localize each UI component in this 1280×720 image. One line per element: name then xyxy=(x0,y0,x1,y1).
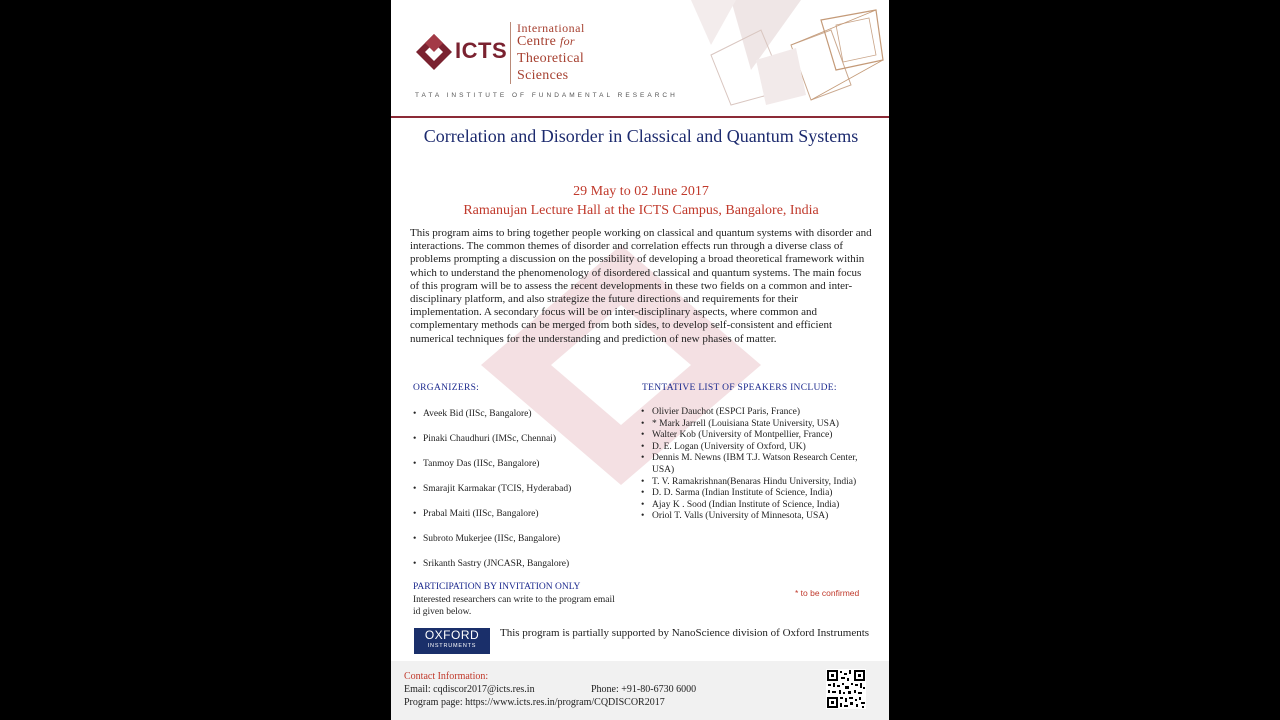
contact-phone: Phone: +91-80-6730 6000 xyxy=(591,684,697,695)
event-dates: 29 May to 02 June 2017 xyxy=(573,184,709,199)
list-item: • Walter Kob (University of Montpellier, France) xyxy=(641,430,876,442)
list-item: • Srikanth Sastry (JNCASR, Bangalore) xyxy=(413,552,633,577)
list-item: • Prabal Maiti (IISc, Bangalore) xyxy=(413,502,633,527)
decorative-squares-graphic xyxy=(691,0,889,110)
speakers-list xyxy=(641,407,876,523)
event-venue: Ramanujan Lecture Hall at the ICTS Campus, Bangalore, India xyxy=(463,203,819,218)
list-item: • D. E. Logan (University of Oxford, UK) xyxy=(641,442,876,454)
header-rule xyxy=(391,116,889,118)
list-item: • * Mark Jarrell (Louisiana State University, USA) xyxy=(641,419,876,431)
logo-abbreviation: ICTS xyxy=(455,38,508,63)
speakers-heading: TENTATIVE LIST OF SPEAKERS INCLUDE: xyxy=(642,383,837,393)
header xyxy=(391,0,889,116)
participation-heading: PARTICIPATION BY INVITATION ONLY xyxy=(413,582,581,592)
logo-line-international: International xyxy=(517,21,585,35)
contact-footer xyxy=(391,661,889,720)
list-item: • T. V. Ramakrishnan(Benaras Hindu University, India) xyxy=(641,477,876,489)
logo-line-for: for xyxy=(559,34,575,48)
qr-code-icon[interactable] xyxy=(826,669,866,709)
institute-name: TATA INSTITUTE OF FUNDAMENTAL RESEARCH xyxy=(415,92,678,99)
list-item: • Smarajit Karmakar (TCIS, Hyderabad) xyxy=(413,477,633,502)
event-abstract: This program aims to bring together people working on classical and quantum systems with disorder and interactions. The common themes of disorder and correlation effects run through a diverse class of problems prompting a discussion on the possibility of developing a broad theoretical framework within which to understand the phenomenology of disordered classical and quantum systems. The main focus of this program will be to assess the recent developments in these two fields on a common and inter-disciplinary platform, and also strategize the future directions and requirements for their implementation. A secondary focus will be on inter-disciplinary aspects, where common and complementary methods can be merged from both sides, to develop self-consistent and efficient numerical techniques for the understanding and prediction of new phases of matter. xyxy=(410,227,872,345)
oxford-logo-line1: OXFORD xyxy=(424,628,480,642)
list-item: • Dennis M. Newns (IBM T.J. Watson Research Center, USA) xyxy=(641,453,876,476)
logo-line-sciences: Sciences xyxy=(517,68,569,83)
list-item: • Oriol T. Valls (University of Minnesota, USA) xyxy=(641,511,876,523)
list-item: • Subroto Mukerjee (IISc, Bangalore) xyxy=(413,527,633,552)
logo-line-centre-text: Centre xyxy=(517,34,557,49)
list-item: • Pinaki Chaudhuri (IMSc, Chennai) xyxy=(413,427,633,452)
list-item: • D. D. Sarma (Indian Institute of Science, India) xyxy=(641,488,876,500)
list-item: • Tanmoy Das (IISc, Bangalore) xyxy=(413,452,633,477)
logo-line-theoretical: Theoretical xyxy=(517,51,585,66)
oxford-logo-line2: INSTRUMENTS xyxy=(427,643,477,649)
program-page-link[interactable]: Program page: https://www.icts.res.in/program/CQDISCOR2017 xyxy=(404,697,665,708)
contact-email[interactable]: Email: cqdiscor2017@icts.res.in xyxy=(404,684,535,695)
organizers-list xyxy=(413,402,633,577)
logo-line-centre xyxy=(517,34,575,50)
list-item: • Olivier Dauchot (ESPCI Paris, France) xyxy=(641,407,876,419)
icts-logo-icon xyxy=(415,33,453,71)
sponsor-text: This program is partially supported by NanoScience division of Oxford Instruments xyxy=(500,627,870,639)
participation-text: Interested researchers can write to the program email id given below. xyxy=(413,595,615,617)
contact-heading: Contact Information: xyxy=(404,671,489,682)
to-be-confirmed-note: * to be confirmed xyxy=(795,588,860,598)
event-title: Correlation and Disorder in Classical and Quantum Systems xyxy=(423,126,859,146)
list-item: • Aveek Bid (IISc, Bangalore) xyxy=(413,402,633,427)
list-item: • Ajay K . Sood (Indian Institute of Science, India) xyxy=(641,500,876,512)
event-poster xyxy=(391,0,889,720)
organizers-heading: ORGANIZERS: xyxy=(413,383,480,393)
logo-divider xyxy=(510,22,511,84)
oxford-instruments-logo xyxy=(414,628,490,654)
